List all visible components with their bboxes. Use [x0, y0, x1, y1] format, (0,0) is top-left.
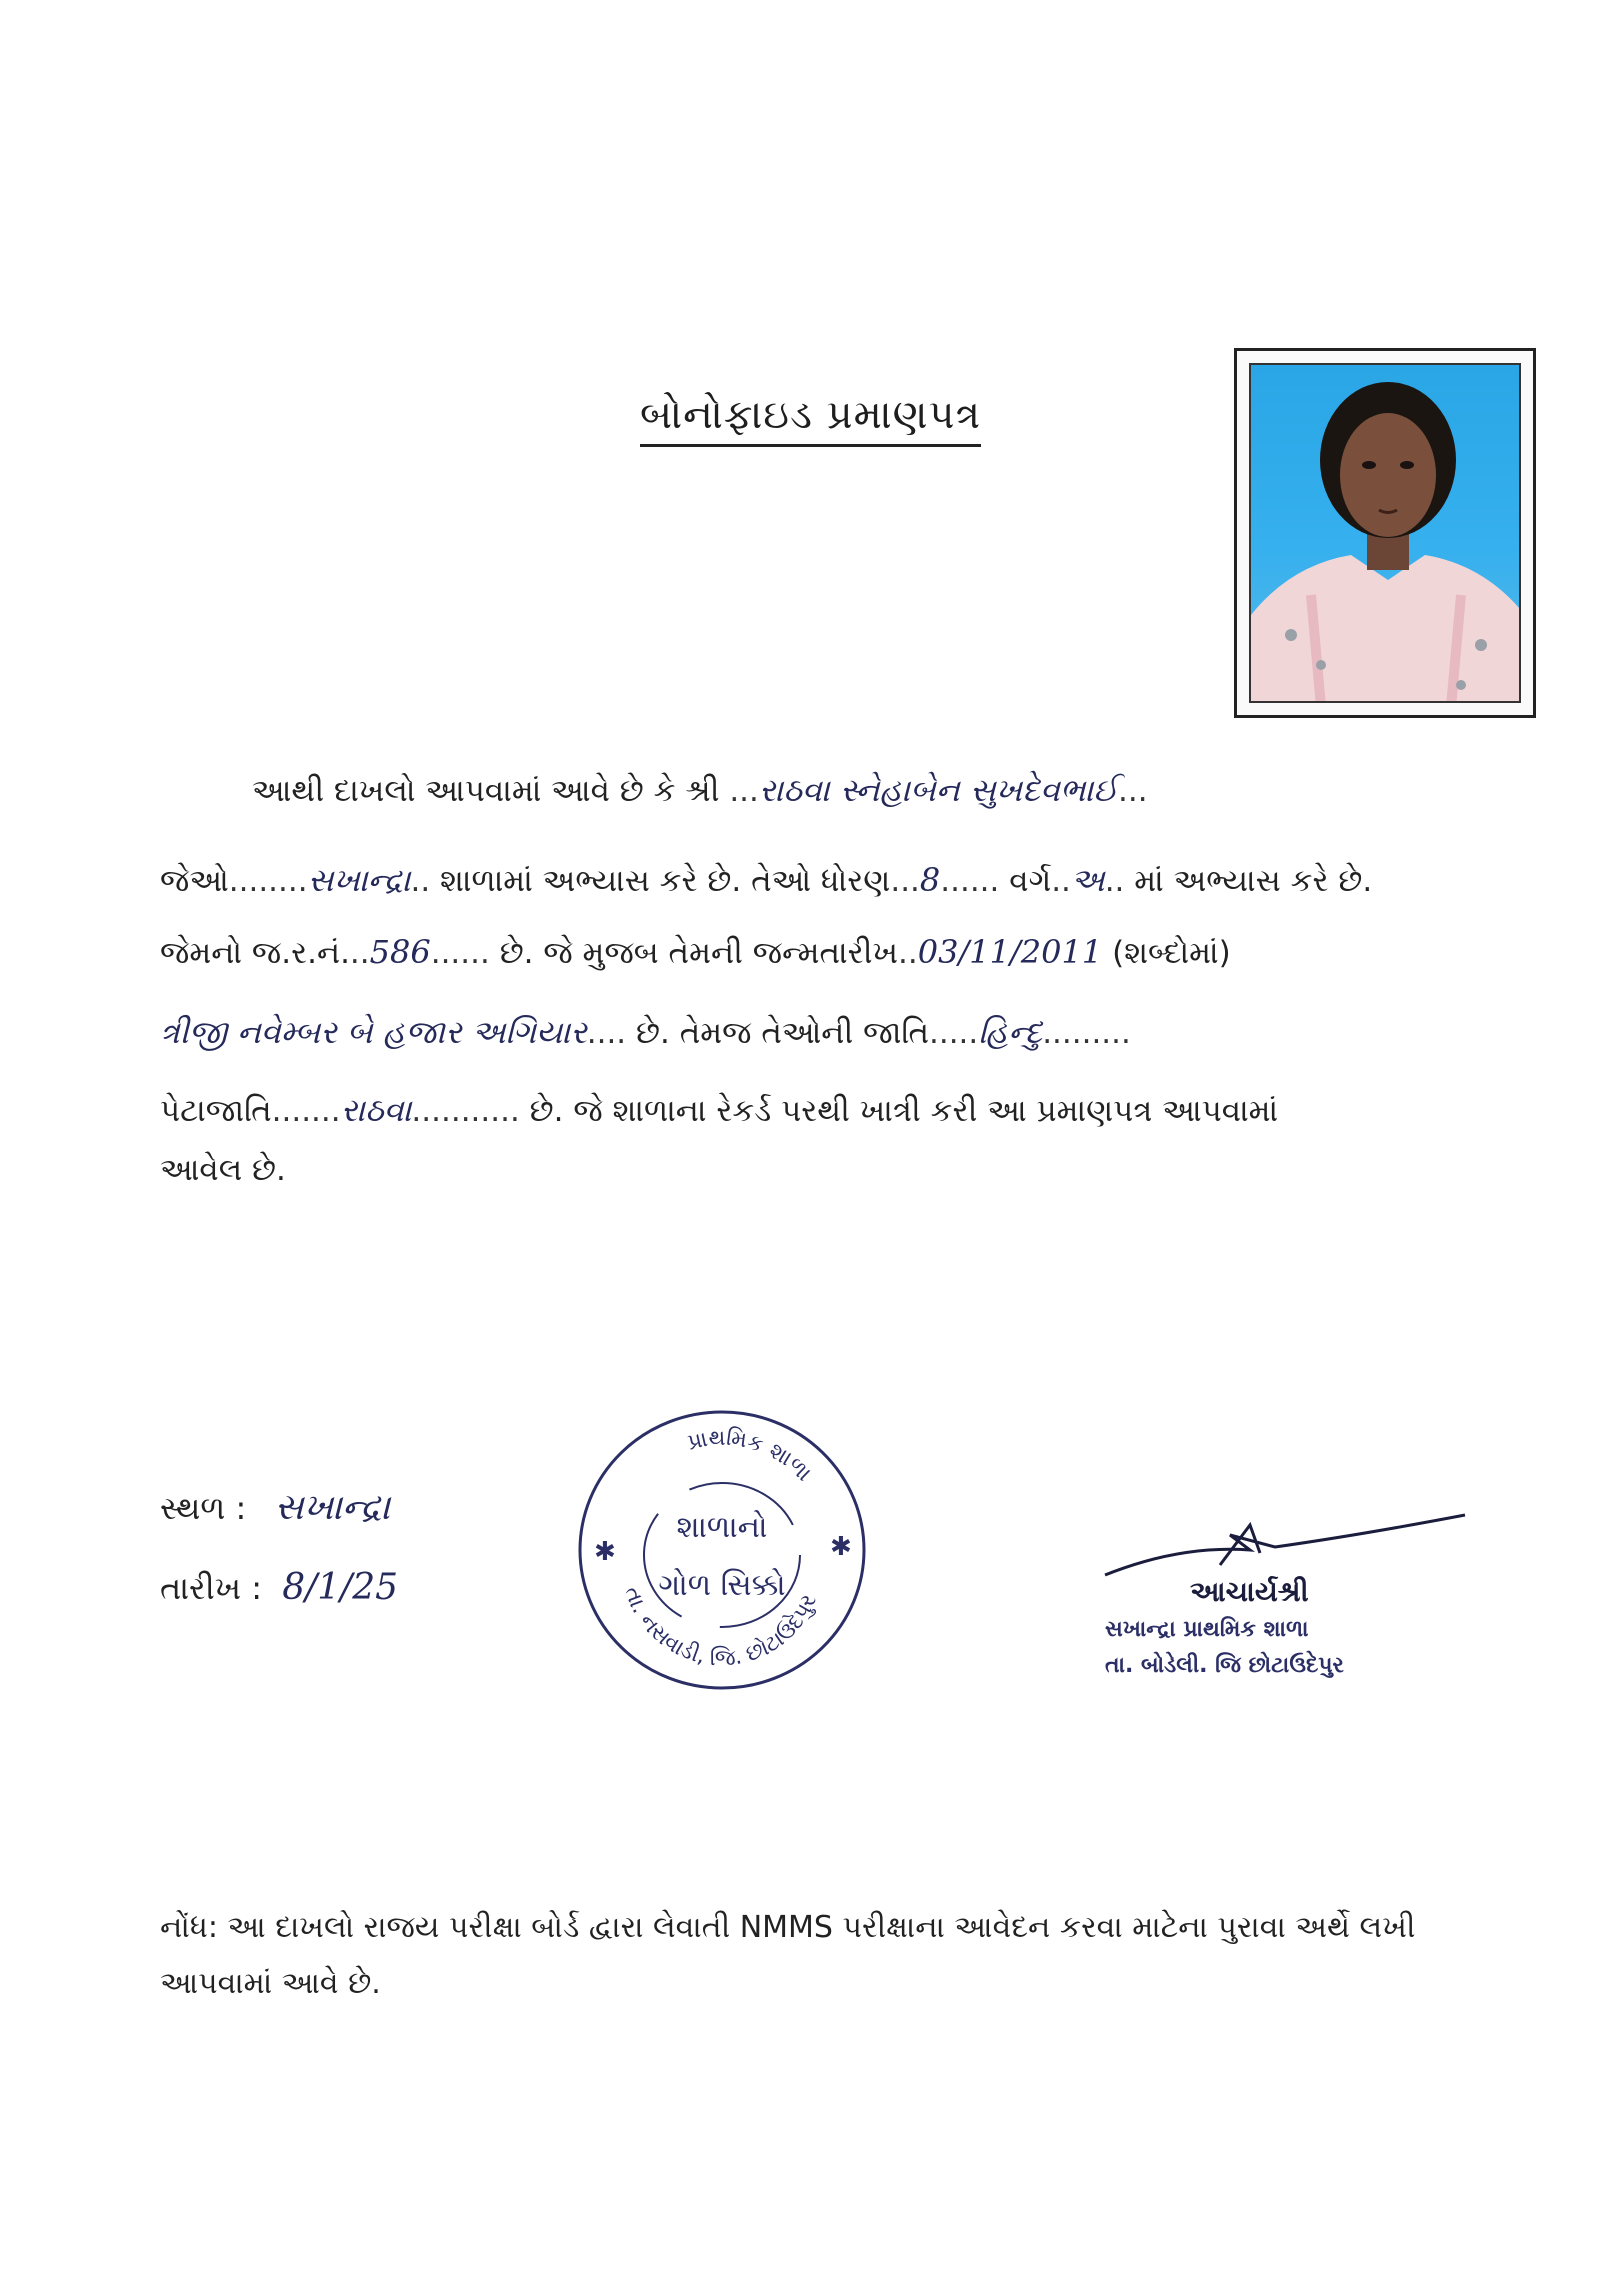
school-name: સખાન્દ્રા [307, 861, 411, 899]
line4-mid: છે. તેમજ તેઓની જાતિ [636, 1015, 929, 1051]
place-label: સ્થળ : [160, 1489, 247, 1527]
signature-address: તા. બોડેલી. જિ છોટાઉદેપુર [1105, 1653, 1344, 1678]
subcaste: રાઠવા [340, 1091, 412, 1129]
line5-prefix: પેટાજાતિ [160, 1093, 272, 1129]
line5-suffix: છે. જે શાળાના રેકર્ડ પરથી ખાત્રી કરી આ પ્રમાણપત્ર આપવામાં [529, 1093, 1279, 1129]
seal-star-left-icon: ✱ [594, 1537, 616, 1567]
principal-signature [1100, 1505, 1480, 1705]
seal-bottom-arc: તા. નસવાડી, જિ. છોટાઉદેપુર [619, 1583, 823, 1672]
paragraph-line-3: જેમનો જ.ર.નં...586...... છે. જે મુજબ તેમની જન્મતારીખ..03/11/2011 (શબ્દોમાં) [160, 933, 1231, 971]
line2-prefix: જેઓ [160, 863, 229, 899]
seal-center-bottom: ગોળ સિક્કો [658, 1568, 786, 1603]
line3-suffix: (શબ્દોમાં) [1112, 935, 1231, 971]
seal-graphic [572, 1405, 872, 1695]
class-division: અ [1070, 861, 1105, 899]
register-number: 586 [369, 933, 431, 971]
paragraph-line-1: આથી દાખલો આપવામાં આવે છે કે શ્રી ...રાઠવા સ્નેહાબેન સુખદેવભાઈ... [252, 771, 1148, 809]
line3-prefix: જેમનો જ.ર.નં. [160, 935, 350, 971]
seal-center-top: શાળાનો [676, 1510, 768, 1545]
dob-in-words: ત્રીજી નવેમ્બર બે હજાર અગિયાર [160, 1013, 587, 1051]
seal-star-right-icon: ✱ [830, 1532, 852, 1562]
footer-note: નોંધ: આ દાખલો રાજય પરીક્ષા બોર્ડ દ્વારા લેવાતી NMMS પરીક્ષાના આવેદન કરવા માટેના પુરાવા અર્થે લખી આપવામાં આવે છે. [160, 1910, 1416, 2001]
paragraph-line-6: આવેલ છે. [160, 1152, 286, 1188]
school-seal [572, 1405, 872, 1695]
date-of-birth: 03/11/2011 [917, 933, 1103, 971]
portrait-illustration [1251, 365, 1521, 703]
paragraph-line-4: ત્રીજી નવેમ્બર બે હજાર અગિયાર.... છે. તેમજ તેઓની જાતિ.....હિન્દુ......... [160, 1013, 1131, 1051]
date-row [160, 1566, 398, 1610]
student-name: રાઠવા સ્નેહાબેન સુખદેવભાઈ [758, 771, 1119, 809]
line1-prefix: આથી દાખલો આપવામાં આવે છે કે શ્રી [252, 773, 720, 809]
place-row [160, 1486, 390, 1530]
signature-title: આચાર્યશ્રી [1190, 1575, 1309, 1608]
signature-school: સખાન્દ્રા પ્રાથમિક શાળા [1105, 1617, 1309, 1642]
paragraph-line-5: પેટાજાતિ.......રાઠવા........... છે. જે શાળાના રેકર્ડ પરથી ખાત્રી કરી આ પ્રમાણપત્ર આપવામાં [160, 1091, 1279, 1129]
signature-scribble [1100, 1505, 1480, 1585]
line2-class: વર્ગ [1009, 863, 1052, 899]
standard: 8 [919, 861, 941, 899]
paragraph-line-2: જેઓ........સખાન્દ્રા.. શાળામાં અભ્યાસ કરે છે. તેઓ ધોરણ...8...... વર્ગ..અ.. માં અભ્યાસ કરે છે. [160, 861, 1373, 899]
date-label: તારીખ : [160, 1569, 263, 1607]
date-value: 8/1/25 [282, 1567, 399, 1608]
line3-mid: છે. જે મુજબ તેમની જન્મતારીખ [499, 935, 899, 971]
seal-top-arc: પ્રાથમિક શાળા [685, 1425, 817, 1487]
photo-image [1249, 363, 1521, 703]
student-photo [1234, 348, 1536, 718]
line2-suffix: માં અભ્યાસ કરે છે. [1134, 863, 1373, 899]
place-value: સખાન્દ્રા [274, 1487, 391, 1528]
certificate-title: બોનોફાઇડ પ્રમાણપત્ર [640, 392, 981, 447]
line2-mid: શાળામાં અભ્યાસ કરે છે. તેઓ ધોરણ [440, 863, 891, 899]
caste: હિન્દુ [978, 1013, 1043, 1051]
